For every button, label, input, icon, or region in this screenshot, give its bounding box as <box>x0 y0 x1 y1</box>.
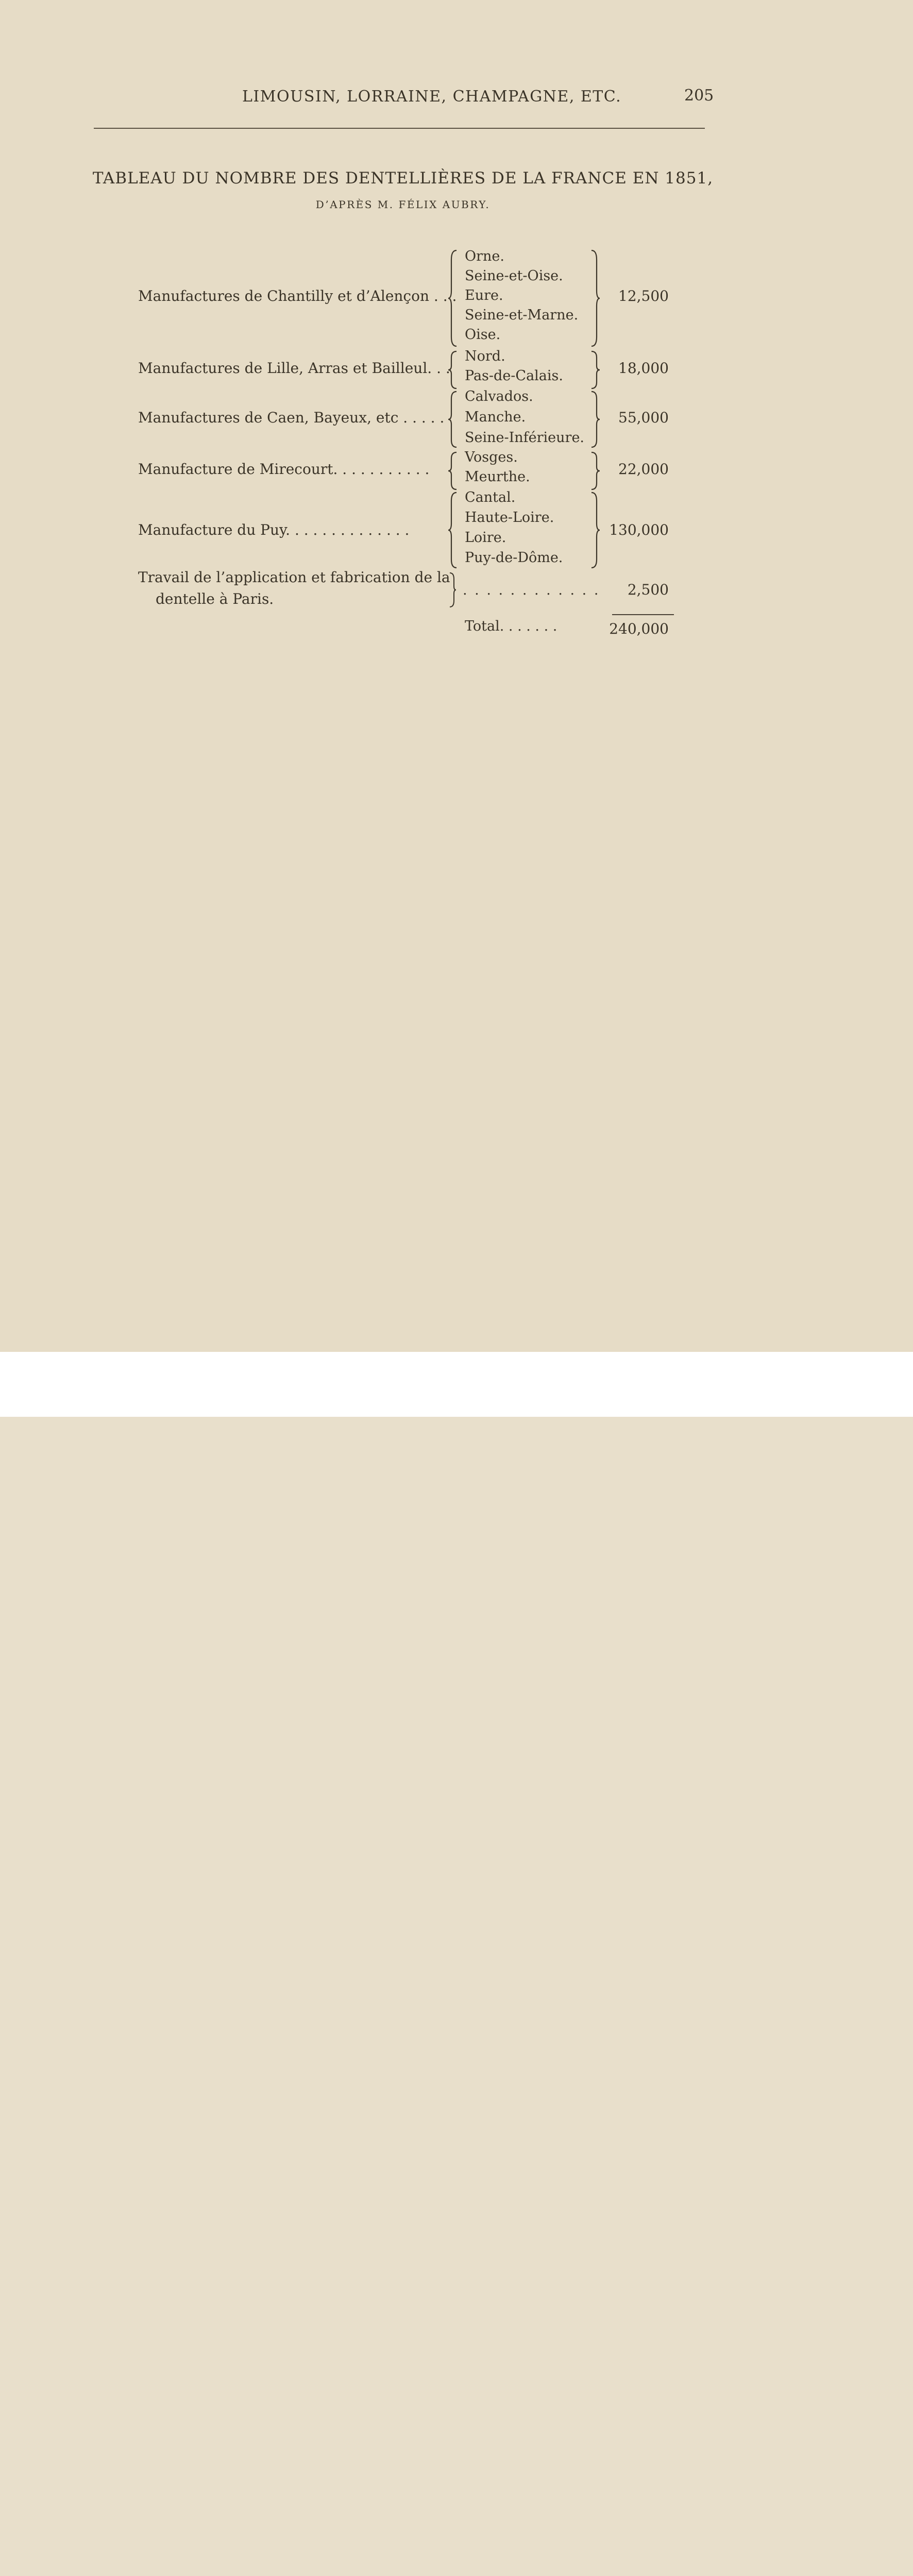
department-vosges: Vosges. <box>465 449 518 465</box>
table-subtitle: D’APRÈS M. FÉLIX AUBRY. <box>315 198 491 211</box>
viewer-footer <box>0 1352 913 1417</box>
total-label: Total. . . . . . . <box>465 618 557 634</box>
count-lille-arras-bailleul: 18,000 <box>618 360 669 377</box>
count-chantilly-alencon: 12,500 <box>618 287 669 304</box>
department-nord: Nord. <box>465 348 505 364</box>
department-haute-loire: Haute-Loire. <box>465 510 554 526</box>
department-manche: Manche. <box>465 409 526 425</box>
header-rule <box>94 128 705 129</box>
department-seine-et-oise: Seine-et-Oise. <box>465 268 563 284</box>
count-mirecourt: 22,000 <box>618 461 669 478</box>
row-label-mirecourt: Manufacture de Mirecourt. . . . . . . . . . . <box>138 461 430 478</box>
department-puy-de-dome: Puy-de-Dôme. <box>465 550 563 566</box>
running-title: LIMOUSIN, LORRAINE, CHAMPAGNE, ETC. <box>242 88 622 106</box>
right-brace <box>448 572 457 608</box>
department-cantal: Cantal. <box>465 489 516 505</box>
total-rule <box>612 614 674 615</box>
department-orne: Orne. <box>465 248 504 264</box>
left-brace <box>447 451 459 490</box>
row-label-caen-bayeux: Manufactures de Caen, Bayeux, etc . . . . . <box>138 409 445 426</box>
left-brace <box>447 492 459 569</box>
left-brace <box>447 391 459 448</box>
department-oise: Oise. <box>465 327 501 343</box>
left-brace <box>447 249 459 347</box>
department-loire: Loire. <box>465 530 506 546</box>
left-brace <box>447 350 459 389</box>
total-value: 240,000 <box>609 620 669 637</box>
department-eure: Eure. <box>465 287 503 303</box>
department-pas-de-calais: Pas-de-Calais. <box>465 368 563 384</box>
count-puy: 130,000 <box>609 521 669 538</box>
row-label-paris-line2: dentelle à Paris. <box>156 590 274 607</box>
row-label-chantilly-alencon: Manufactures de Chantilly et d’Alençon . . . <box>138 287 457 304</box>
row-label-puy: Manufacture du Puy. . . . . . . . . . . . . . <box>138 521 410 538</box>
department-meurthe: Meurthe. <box>465 469 530 485</box>
department-seine-inferieure: Seine-Inférieure. <box>465 430 585 446</box>
count-caen-bayeux: 55,000 <box>618 409 669 426</box>
count-paris: 2,500 <box>627 581 669 598</box>
department-seine-et-marne: Seine-et-Marne. <box>465 307 579 323</box>
leader-dots: . . . . . . . . . . . . <box>463 582 600 598</box>
page-number: 205 <box>684 87 714 105</box>
department-calvados: Calvados. <box>465 388 533 404</box>
row-label-lille-arras-bailleul: Manufactures de Lille, Arras et Bailleul. . . <box>138 360 450 377</box>
row-label-paris-line1: Travail de l’application et fabrication de la <box>138 569 450 586</box>
table-title: TABLEAU DU NOMBRE DES DENTELLIÈRES DE LA FRANCE EN 1851, <box>92 169 714 188</box>
